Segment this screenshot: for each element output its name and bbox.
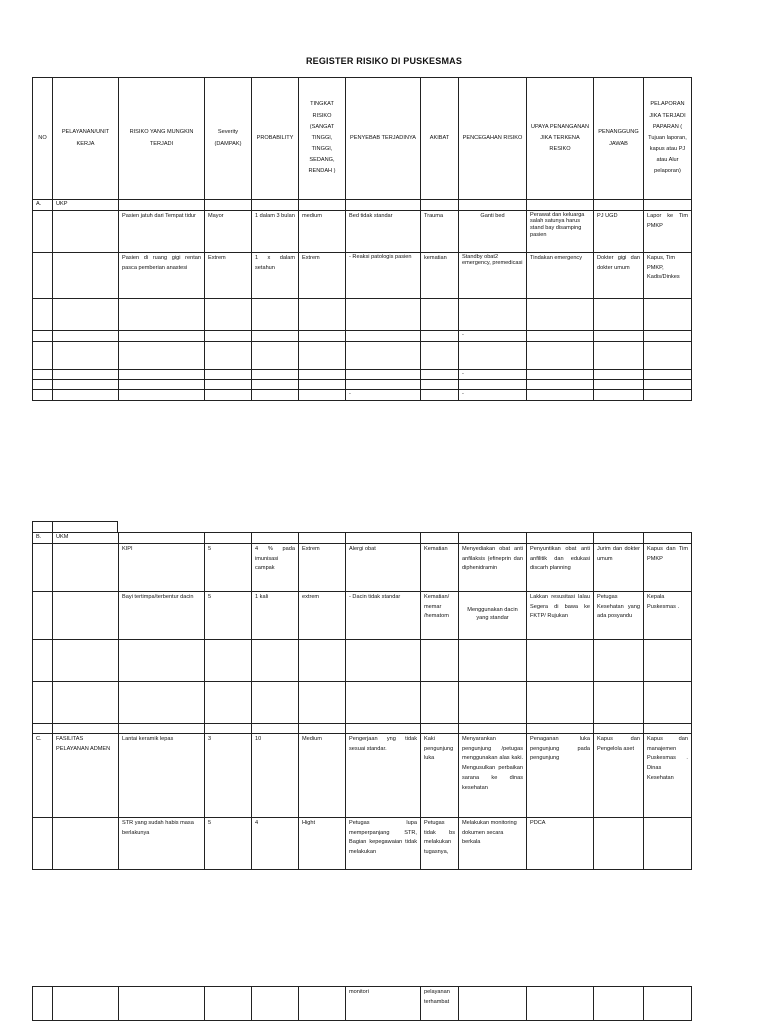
- risk-cell: STR yang sudah habis masa berlakunya: [119, 817, 205, 869]
- page-title: REGISTER RISIKO DI PUSKESMAS: [305, 56, 463, 66]
- effect-cell: Kematian/ memar /hematom: [421, 591, 459, 639]
- severity-cell: Extrem: [205, 252, 252, 298]
- risk-cell: Pasien jatuh dari Tempat tidur: [119, 210, 205, 252]
- cause-cell: Pengerjaan yng tidak sesuai standar.: [346, 733, 421, 817]
- table-row: [33, 681, 692, 723]
- report-cell: Kapus dan manajemen Puskesmas . Dinas Kesehatan: [644, 733, 692, 817]
- probability-cell: 4 % pada imunisasi campak: [252, 543, 299, 591]
- pic-cell: Petugas Kesehatan yang ada posyandu: [594, 591, 644, 639]
- effect-cell: Trauma: [421, 210, 459, 252]
- table-row: [33, 390, 692, 401]
- handling-cell: Perawat dan keluarga salah satunya harus stand bay disamping pasien: [527, 210, 594, 252]
- level-cell: Medium: [299, 733, 346, 817]
- cause-cell: - Dacin tidak standar: [346, 591, 421, 639]
- risk-cell: [119, 543, 205, 591]
- cause-cell: Alergi obat: [346, 543, 421, 591]
- handling-cell: Penyuntikan obat anti anfilitik dan edukasi discarh planning: [527, 543, 594, 591]
- dash-cell: -: [459, 369, 527, 380]
- risk-table-bc: [32, 532, 692, 870]
- table-row: [33, 591, 692, 639]
- probability-cell: 4: [252, 817, 299, 869]
- section-row: [33, 200, 692, 211]
- table-row: [33, 817, 692, 869]
- pic-cell: [594, 817, 644, 869]
- severity-cell: 5: [205, 817, 252, 869]
- prevention-cell: Standby obat2 emergency, premedicasi: [459, 252, 527, 298]
- report-cell: Lapor ke Tim PMKP: [644, 210, 692, 252]
- header-no: NO: [33, 78, 53, 200]
- header-level: TINGKAT RISIKO (SANGAT TINGGI, TINGGI, SEDANG, RENDAH ): [299, 78, 346, 200]
- risk-text: KIPI: [122, 545, 133, 552]
- report-cell: Kepala Puskesmas .: [644, 591, 692, 639]
- risk-table-a: [32, 77, 692, 401]
- cause-cell: - Reaksi patologis pasien: [346, 252, 421, 298]
- level-cell: extrem: [299, 591, 346, 639]
- dash-cell: -: [346, 390, 421, 401]
- pic-cell: Dokter gigi dan dokter umum: [594, 252, 644, 298]
- header-effect: AKIBAT: [421, 78, 459, 200]
- section-unit: UKM: [53, 533, 119, 544]
- section-no: B.: [33, 533, 53, 544]
- header-pic: PENANGGUNG JAWAB: [594, 78, 644, 200]
- table-header-row: [33, 78, 692, 200]
- risk-cell: Pasien di ruang gigi rentan pasca pemberian anastesi: [119, 252, 205, 298]
- effect-cell: Kematian: [421, 543, 459, 591]
- level-cell: Hight: [299, 817, 346, 869]
- header-unit: PELAYANAN/UNIT KERJA: [53, 78, 119, 200]
- table-row: [33, 987, 692, 1021]
- header-probability: PROBABILITY: [252, 78, 299, 200]
- prevention-cell: Menyarankan pengunjung /petugas menggunakan alas kaki. Mengusulkan perbaikan sarana ke dinas kesehatan: [459, 733, 527, 817]
- handling-cell: Tindakan emergency: [527, 252, 594, 298]
- cause-cell: Bed tidak standar: [346, 210, 421, 252]
- probability-cell: 1 kali: [252, 591, 299, 639]
- effect-cell: pelayanan terhambat: [421, 987, 459, 1021]
- handling-cell: Lakkan resusitasi lalau Segera di bawa ke FKTP/ Rujukan: [527, 591, 594, 639]
- probability-cell: 1 x dalam setahun: [252, 252, 299, 298]
- section-unit: FASILITAS PELAYANAN ADMEN: [53, 733, 119, 817]
- table-row: [33, 210, 692, 252]
- header-handling: UPAYA PENANGANAN JIKA TERKENA RESIKO: [527, 78, 594, 200]
- pic-cell: Kapus dan Pengelola aset: [594, 733, 644, 817]
- section-no: A.: [33, 200, 53, 211]
- table-row: [33, 380, 692, 390]
- table-row: [33, 341, 692, 369]
- pic-cell: Jurim dan dokter umum: [594, 543, 644, 591]
- level-cell: medium: [299, 210, 346, 252]
- section-row: [33, 733, 692, 817]
- handling-cell: PDCA: [527, 817, 594, 869]
- cause-cell: Petugas lupa memperpanjang STR, Bagian kepegawaian tidak melakukan: [346, 817, 421, 869]
- probability-cell: 1 dalam 3 bulan: [252, 210, 299, 252]
- level-cell: Extrem: [299, 252, 346, 298]
- severity-cell: 3: [205, 733, 252, 817]
- header-report: PELAPORAN JIKA TERJADI PAPARAN ( Tujuan laporan, kapus atau PJ atau Alur pelaporan): [644, 78, 692, 200]
- table-row: [33, 330, 692, 341]
- table-row: [33, 543, 692, 591]
- risk-cell: Lantai keramik lepas: [119, 733, 205, 817]
- dash-cell: -: [459, 390, 527, 401]
- section-row: [33, 533, 692, 544]
- table-row: [33, 723, 692, 733]
- risk-cell: Bayi tertimpa/terbentur dacin: [119, 591, 205, 639]
- report-cell: Kapus, Tim PMKP, Kadis/Dinkes: [644, 252, 692, 298]
- severity-cell: Mayor: [205, 210, 252, 252]
- prevention-cell: Menggunakan dacin yang standar: [459, 591, 527, 639]
- table-row: [33, 252, 692, 298]
- table-row: [33, 298, 692, 330]
- effect-cell: Kaki pengunjung luka: [421, 733, 459, 817]
- cause-cell: monitori: [346, 987, 421, 1021]
- section-no: C.: [33, 733, 53, 817]
- header-severity: Severity (DAMPAK): [205, 78, 252, 200]
- table-row: [33, 639, 692, 681]
- report-cell: [644, 817, 692, 869]
- prevention-cell: Menyediakan obat anti anfilaksis (efineprin dan diphenidramin: [459, 543, 527, 591]
- dash-cell: -: [459, 330, 527, 341]
- severity-cell: 5: [205, 591, 252, 639]
- handling-cell: Penaganan luka pengunjung pada pengunjung: [527, 733, 594, 817]
- header-risk: RISIKO YANG MUNGKIN TERJADI: [119, 78, 205, 200]
- risk-table-continuation: [32, 986, 692, 1021]
- report-cell: Kapus dan Tim PMKP: [644, 543, 692, 591]
- prevention-cell: Melakukan monitoring dokumen secara berkala: [459, 817, 527, 869]
- severity-cell: 5: [205, 543, 252, 591]
- page-2-stub: [32, 521, 118, 532]
- probability-cell: 10: [252, 733, 299, 817]
- header-cause: PENYEBAB TERJADINYA: [346, 78, 421, 200]
- pic-cell: PJ UGD: [594, 210, 644, 252]
- effect-cell: Petugas tidak bs melakukan tugasnya,: [421, 817, 459, 869]
- effect-cell: kematian: [421, 252, 459, 298]
- header-prevention: PENCEGAHAN RISIKO: [459, 78, 527, 200]
- level-cell: Extrem: [299, 543, 346, 591]
- prevention-cell: Ganti bed: [459, 210, 527, 252]
- section-unit: UKP: [53, 200, 119, 211]
- table-row: [33, 369, 692, 380]
